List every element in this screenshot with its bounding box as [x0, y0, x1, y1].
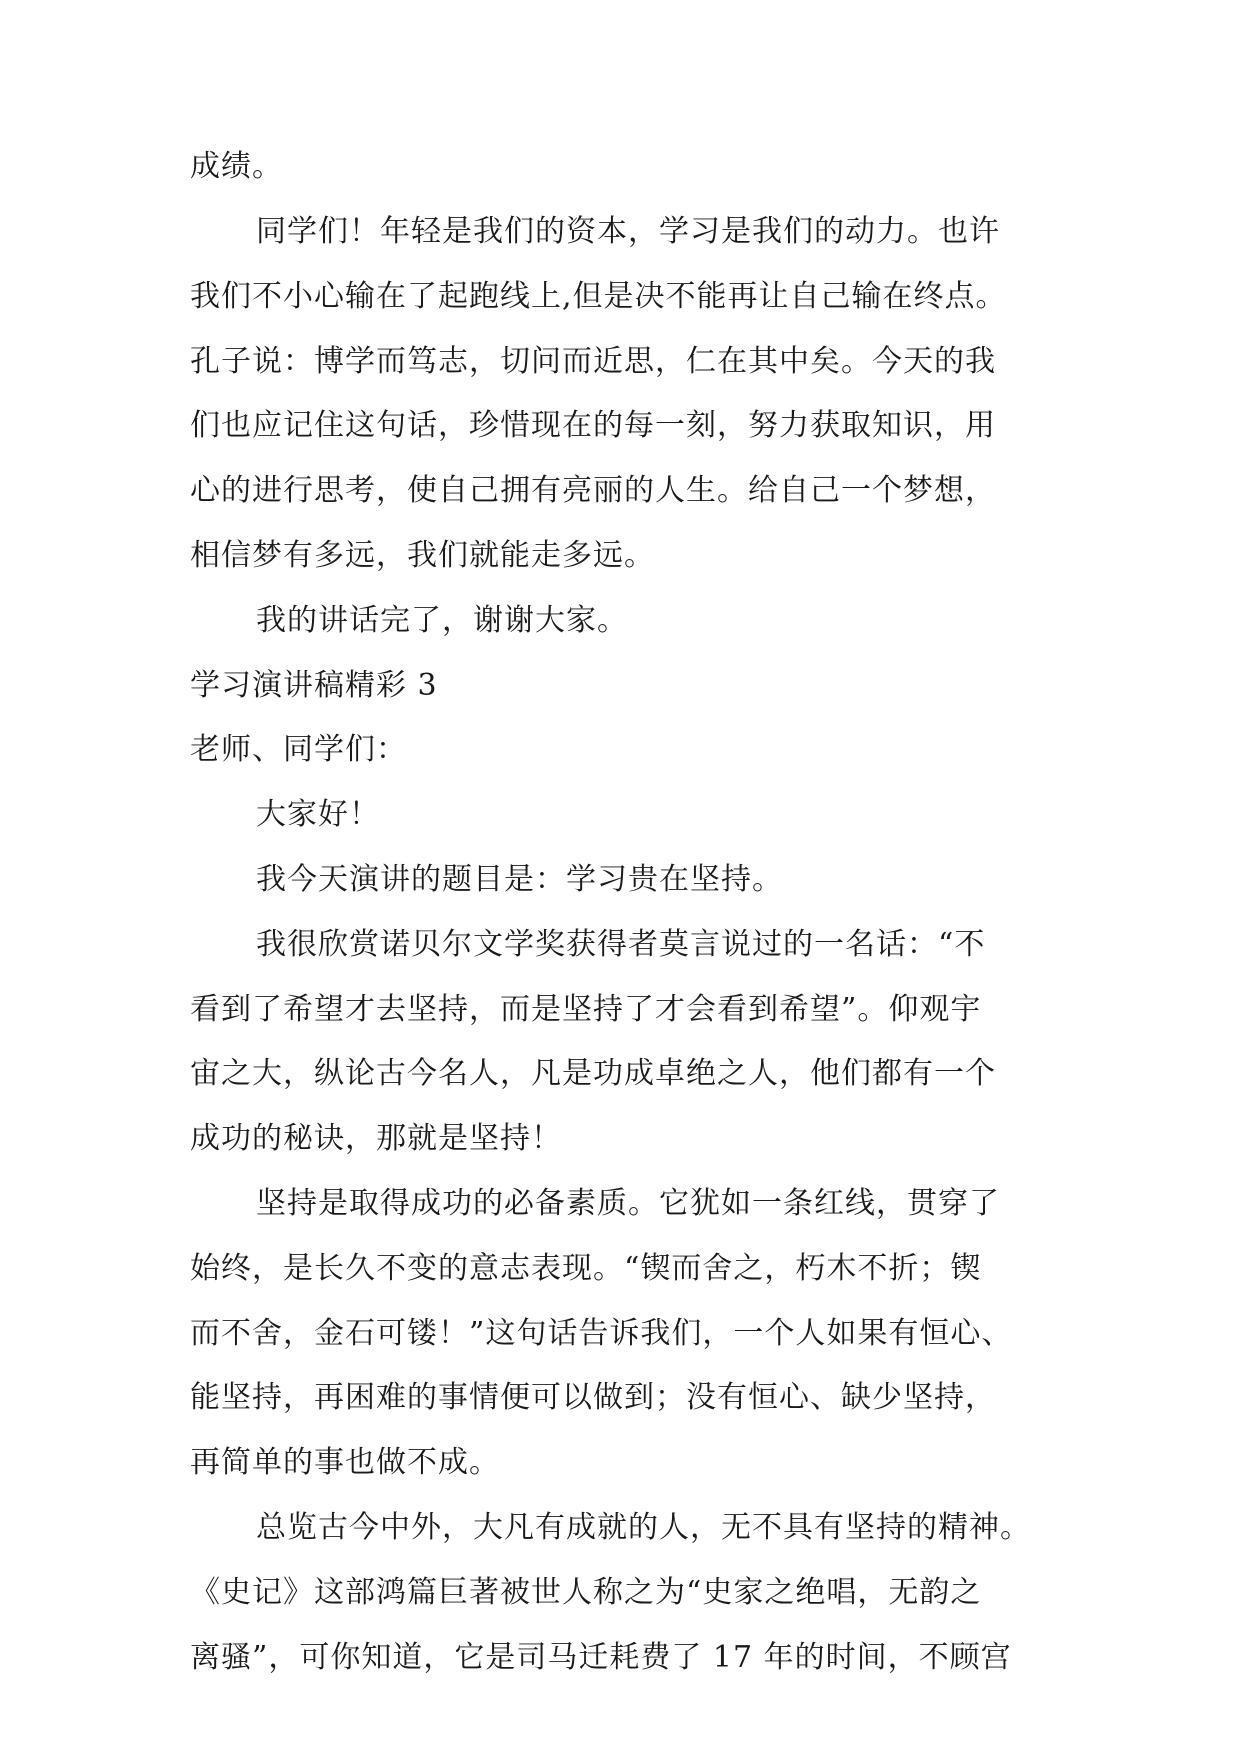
paragraph-line: 能坚持，再困难的事情便可以做到；没有恒心、缺少坚持，	[190, 1380, 996, 1415]
paragraph-line: 们也应记住这句话，珍惜现在的每一刻，努力获取知识，用	[190, 408, 996, 443]
paragraph-line: 宙之大，纵论古今名人，凡是功成卓绝之人，他们都有一个	[190, 1056, 996, 1091]
paragraph-line: 成功的秘诀，那就是坚持！	[190, 1121, 562, 1156]
paragraph-line: 看到了希望才去坚持，而是坚持了才会看到希望”。仰观宇	[190, 992, 982, 1027]
paragraph-line: 而不舍，金石可镂！”这句话告诉我们，一个人如果有恒心、	[190, 1316, 1013, 1351]
salutation: 老师、同学们：	[190, 732, 407, 767]
paragraph-line: 再简单的事也做不成。	[190, 1445, 500, 1480]
paragraph-line: 《史记》这部鸿篇巨著被世人称之为“史家之绝唱，无韵之	[190, 1575, 982, 1610]
section-heading: 学习演讲稿精彩 3	[190, 668, 438, 703]
paragraph-line: 同学们！年轻是我们的资本，学习是我们的动力。也许	[256, 214, 1000, 249]
paragraph-line: 我们不小心输在了起跑线上,但是决不能再让自己输在终点。	[190, 279, 1007, 314]
paragraph-line: 成绩。	[190, 149, 283, 184]
paragraph-line: 相信梦有多远，我们就能走多远。	[190, 538, 655, 573]
paragraph-line: 始终，是长久不变的意志表现。“锲而舍之，朽木不折；锲	[190, 1251, 982, 1286]
paragraph-line: 我的讲话完了，谢谢大家。	[256, 603, 628, 638]
paragraph-line: 大家好！	[256, 797, 380, 832]
paragraph-line: 离骚”，可你知道，它是司马迁耗费了 17 年的时间，不顾宫	[190, 1640, 1012, 1675]
paragraph-line: 总览古今中外，大凡有成就的人，无不具有坚持的精神。	[256, 1510, 1031, 1545]
paragraph-line: 坚持是取得成功的必备素质。它犹如一条红线，贯穿了	[256, 1186, 1000, 1221]
paragraph-line: 孔子说：博学而笃志，切问而近思，仁在其中矣。今天的我	[190, 344, 996, 379]
paragraph-line: 我今天演讲的题目是：学习贵在坚持。	[256, 862, 783, 897]
paragraph-line: 我很欣赏诺贝尔文学奖获得者莫言说过的一名话：“不	[256, 927, 986, 962]
paragraph-line: 心的进行思考，使自己拥有亮丽的人生。给自己一个梦想，	[190, 473, 996, 508]
